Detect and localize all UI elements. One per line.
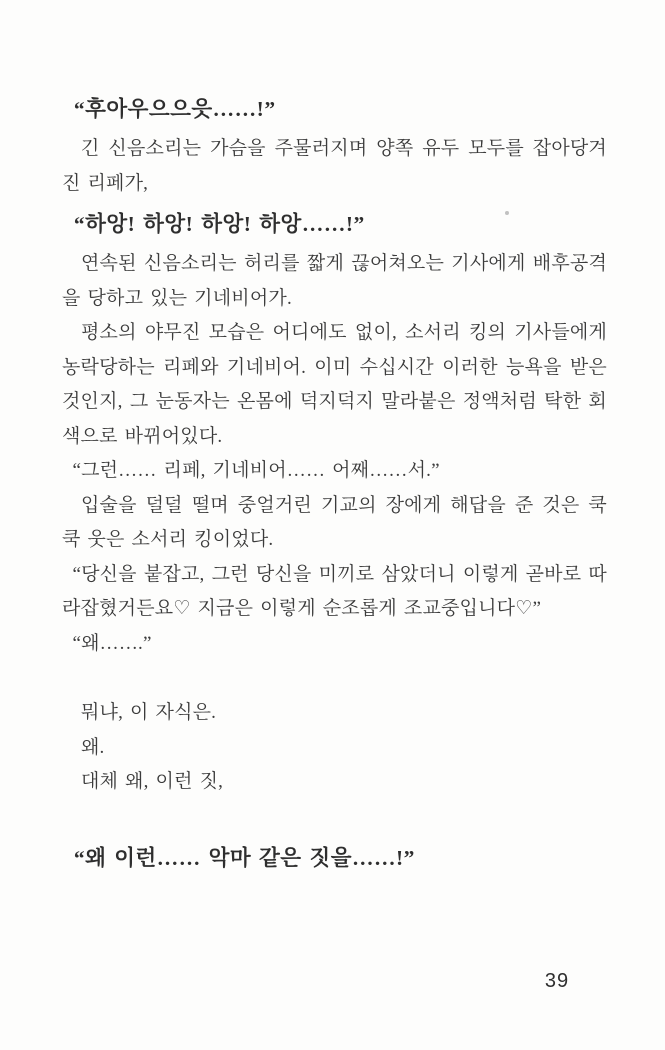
paragraph-gap <box>62 661 607 696</box>
narration-paragraph: 입술을 덜덜 떨며 중얼거린 기교의 장에게 해답을 준 것은 쿡쿡 웃은 소서리 킹이었다. <box>62 494 607 550</box>
dialogue-line: “왜…….” <box>72 632 152 654</box>
narration-paragraph: 연속된 신음소리는 허리를 짧게 끊어쳐오는 기사에게 배후공격을 당하고 있는 기네비어가. <box>62 253 607 309</box>
inner-monologue-line: 왜. <box>81 736 105 758</box>
dialogue-line: “그런…… 리페, 기네비어…… 어째……서.” <box>72 460 440 481</box>
narration-paragraph: 긴 신음소리는 가슴을 주물러지며 양쪽 유두 모두를 잡아당겨진 리페가, <box>62 138 607 194</box>
page-number: 39 <box>544 970 570 992</box>
inner-monologue-line: 뭐냐, 이 자식은. <box>81 702 217 723</box>
dialogue-shout: “왜 이런…… 악마 같은 짓을……!” <box>73 845 415 870</box>
dialogue-shout: “하앙! 하앙! 하앙! 하앙……!” <box>73 212 365 236</box>
dialogue-shout: “후아우으으읏……!” <box>73 97 276 121</box>
paragraph-gap <box>62 800 607 835</box>
inner-monologue-line: 대체 왜, 이런 짓, <box>81 771 224 792</box>
scan-artifact-speck <box>505 211 509 215</box>
dialogue-line: “당신을 붙잡고, 그런 당신을 미끼로 삼았더니 이렇게 곧바로 따라잡혔거든요♡ 지금은 이렇게 순조롭게 조교중입니다♡” <box>62 563 607 619</box>
narration-paragraph: 평소의 야무진 모습은 어디에도 없이, 소서리 킹의 기사들에게 농락당하는 리페와 기네비어. 이미 수십시간 이러한 능욕을 받은 것인지, 그 눈동자는 온몸에 덕지덕지 말라붙은 정액처럼 탁한 회색으로 바뀌어있다. <box>62 322 607 447</box>
page-text <box>62 86 607 881</box>
